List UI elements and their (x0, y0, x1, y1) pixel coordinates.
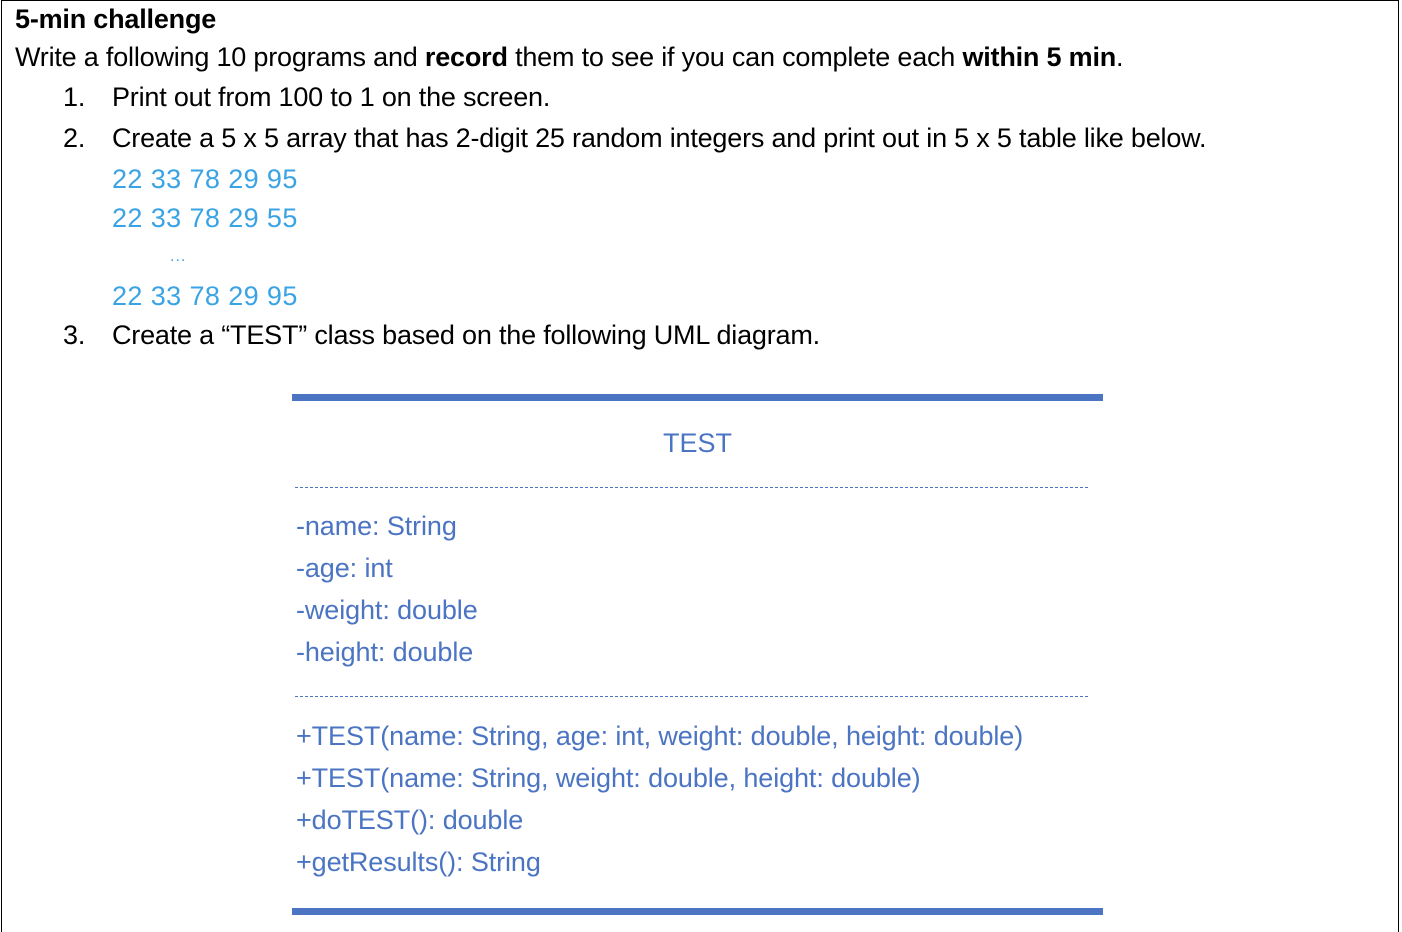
intro-bold-record: record (424, 42, 508, 72)
list-number: 1. (63, 82, 86, 112)
list-text: Create a 5 x 5 array that has 2-digit 25 random integers and print out in 5 x 5 table like below. (112, 123, 1207, 153)
list-number: 2. (63, 123, 86, 153)
uml-attribute: -name: String (296, 511, 457, 541)
list-text: Print out from 100 to 1 on the screen. (112, 82, 551, 112)
uml-method: +getResults(): String (296, 847, 541, 877)
uml-divider (295, 487, 1088, 488)
sample-output-row-1: 22 33 78 29 95 (112, 164, 298, 194)
uml-method: +doTEST(): double (296, 805, 524, 835)
list-number: 3. (63, 320, 86, 350)
sample-output-row-3: 22 33 78 29 95 (112, 281, 298, 311)
uml-method: +TEST(name: String, weight: double, height: double) (296, 763, 921, 793)
uml-attribute: -age: int (296, 553, 393, 583)
sample-output-row-2: 22 33 78 29 55 (112, 203, 298, 233)
instructions-text (15, 42, 1123, 73)
uml-divider (295, 696, 1088, 697)
intro-part-1: Write a following 10 programs and (15, 42, 425, 72)
page-title: 5-min challenge (15, 4, 217, 34)
uml-bottom-bar (292, 908, 1103, 915)
intro-part-2: them to see if you can complete each (507, 42, 963, 72)
intro-bold-time-limit: within 5 min (962, 42, 1117, 72)
uml-class-name: TEST (662, 428, 732, 458)
uml-method: +TEST(name: String, age: int, weight: double, height: double) (296, 721, 1024, 751)
list-text: Create a “TEST” class based on the following UML diagram. (112, 320, 820, 350)
intro-part-3: . (1116, 42, 1124, 72)
uml-class-diagram (292, 394, 1103, 916)
uml-top-bar (292, 394, 1103, 401)
sample-ellipsis: ... (170, 248, 187, 265)
uml-attribute: -weight: double (296, 595, 478, 625)
uml-attribute: -height: double (296, 637, 474, 667)
